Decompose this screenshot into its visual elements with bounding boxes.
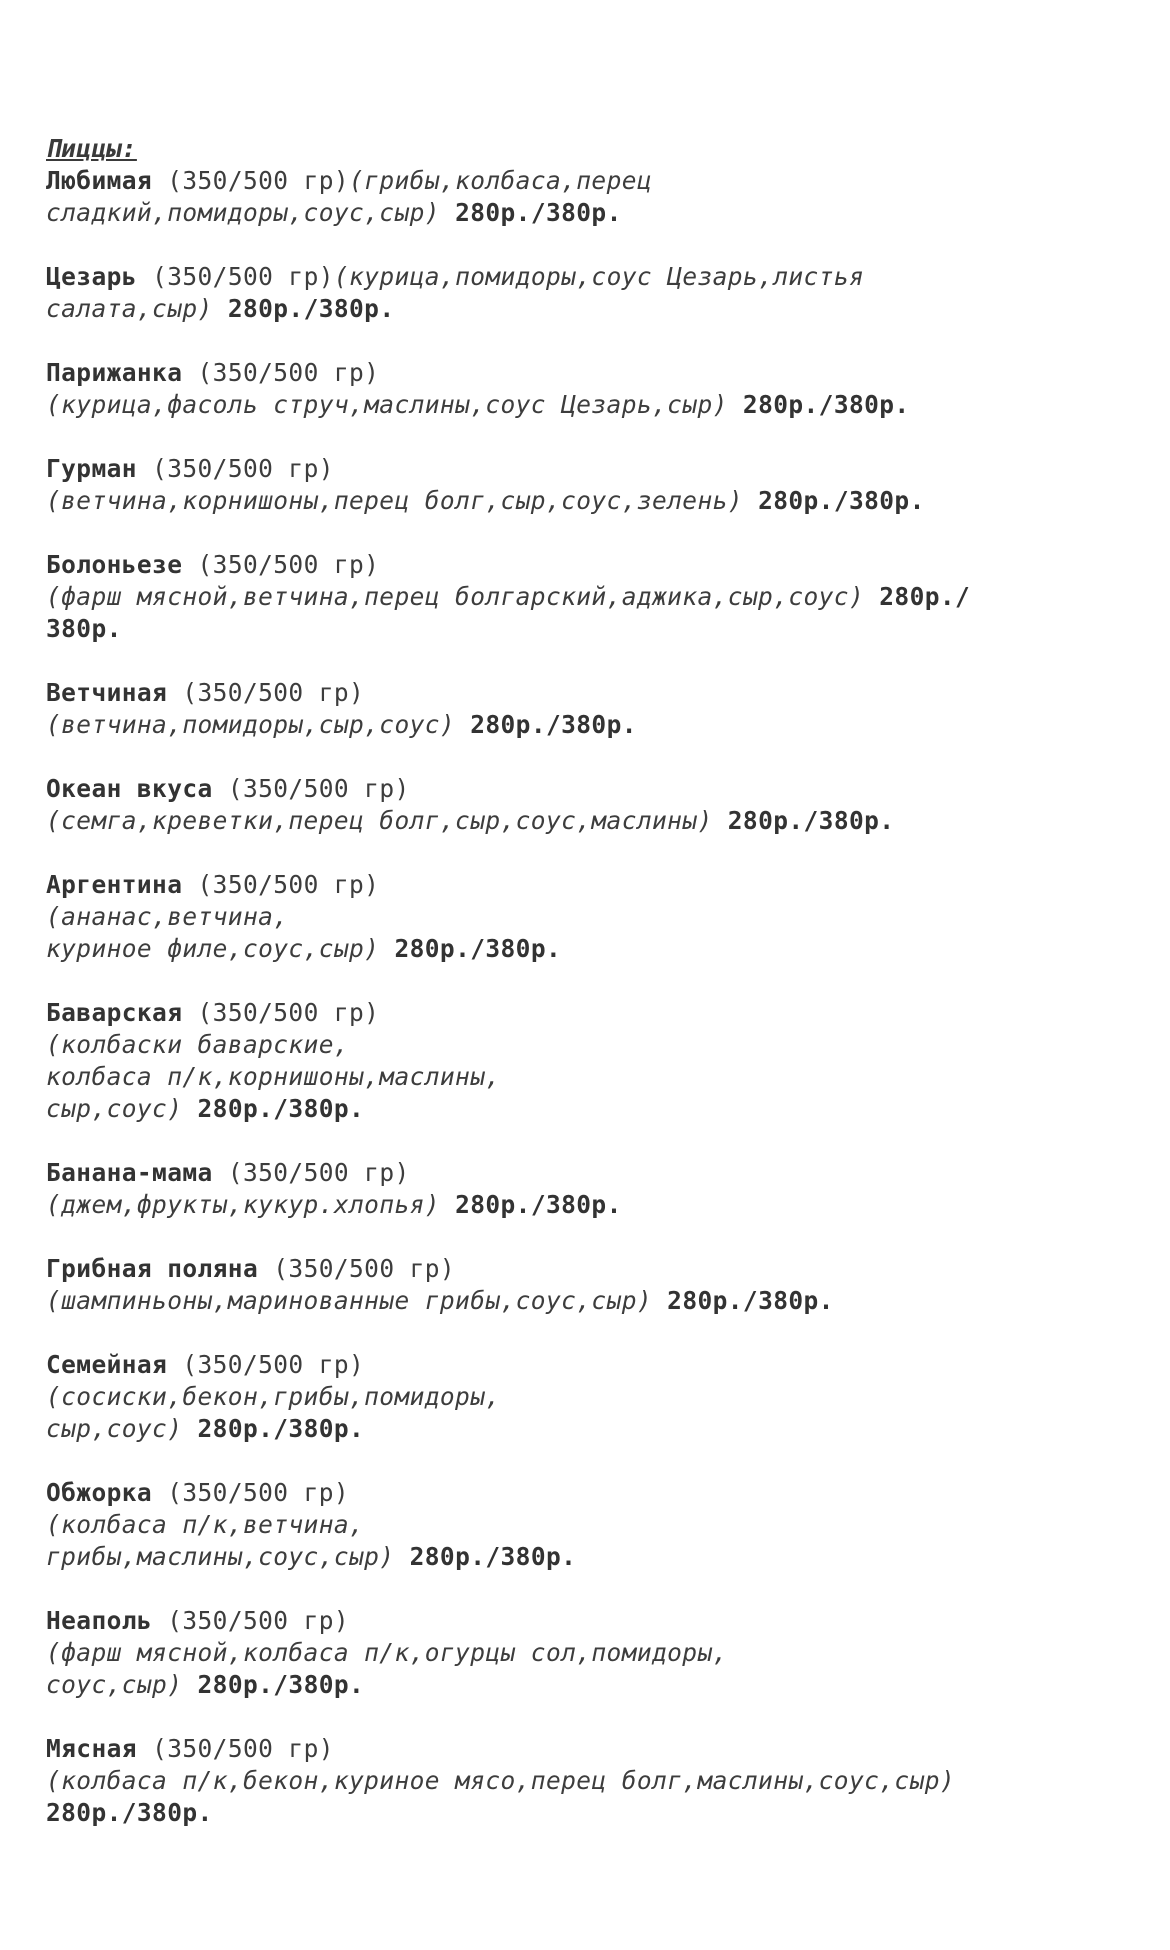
pizza-name: Семейная (46, 1350, 168, 1379)
menu-item (46, 1733, 1136, 1829)
pizza-ingredients: (ветчина,корнишоны,перец болг,сыр,соус,зелень) (46, 486, 743, 515)
pizza-price: 280р./380р. (727, 806, 895, 835)
pizza-weight: (350/500 гр) (197, 998, 380, 1027)
pizza-ingredients: (грибы,колбаса,перец (349, 166, 653, 195)
pizza-ingredients: куриное филе,соус,сыр) (46, 934, 380, 963)
menu-item (46, 1349, 1136, 1445)
pizza-price: 280р./380р. (394, 934, 562, 963)
pizza-name: Гурман (46, 454, 137, 483)
pizza-price: 280р./380р. (455, 198, 622, 227)
pizza-name: Баварская (46, 998, 183, 1027)
pizza-weight: (350/500 гр) (227, 774, 410, 803)
pizza-ingredients: сыр,соус) (46, 1414, 183, 1443)
pizza-price: 280р./380р. (46, 1798, 213, 1827)
pizza-price: 280р./380р. (758, 486, 925, 515)
pizza-price: 280р./380р. (455, 1190, 622, 1219)
pizza-price: 280р./ 380р. (46, 582, 971, 643)
menu-item (46, 261, 1136, 325)
pizza-ingredients: (ветчина,помидоры,сыр,соус) (46, 710, 456, 739)
pizza-weight: (350/500 гр) (197, 550, 380, 579)
pizza-weight: (350/500 гр) (273, 1254, 456, 1283)
pizza-name: Океан вкуса (46, 774, 213, 803)
menu-item (46, 997, 1136, 1125)
pizza-name: Грибная поляна (46, 1254, 259, 1283)
menu-item (46, 549, 1136, 645)
section-title: Пиццы: (46, 134, 137, 163)
pizza-ingredients: (колбаса п/к,бекон,куриное мясо,перец болг,маслины,соус,сыр) (46, 1766, 956, 1795)
pizza-weight: (350/500 гр) (152, 454, 334, 483)
pizza-ingredients: соус,сыр) (46, 1670, 183, 1699)
menu-item (46, 1605, 1136, 1701)
menu-items-list (46, 165, 1136, 1829)
pizza-weight: (350/500 гр) (167, 1478, 350, 1507)
pizza-name: Цезарь (46, 262, 137, 291)
pizza-name: Аргентина (46, 870, 183, 899)
pizza-ingredients: (джем,фрукты,кукур.хлопья) (46, 1190, 440, 1219)
pizza-ingredients: (шампиньоны,маринованные грибы,соус,сыр) (46, 1286, 653, 1315)
pizza-name: Банана-мама (46, 1158, 213, 1187)
pizza-weight: (350/500 гр) (182, 1350, 365, 1379)
pizza-price: 280р./380р. (197, 1414, 365, 1443)
pizza-weight: (350/500 гр) (182, 678, 365, 707)
pizza-ingredients: (сосиски,бекон,грибы,помидоры, (46, 1382, 501, 1411)
pizza-price: 280р./380р. (197, 1670, 365, 1699)
pizza-weight: (350/500 гр) (197, 870, 380, 899)
pizza-name: Ветчиная (46, 678, 168, 707)
menu-item (46, 453, 1136, 517)
pizza-ingredients: сыр,соус) (46, 1094, 183, 1123)
pizza-ingredients: грибы,маслины,соус,сыр) (46, 1542, 395, 1571)
pizza-ingredients: (колбаски баварские, (46, 1030, 350, 1059)
pizza-menu (46, 133, 1136, 1861)
pizza-ingredients: (ананас,ветчина, (46, 902, 289, 931)
pizza-weight: (350/500 гр) (227, 1158, 410, 1187)
pizza-weight: (350/500 гр) (152, 1734, 334, 1763)
menu-item (46, 1157, 1136, 1221)
menu-item (46, 1477, 1136, 1573)
pizza-name: Мясная (46, 1734, 137, 1763)
menu-item (46, 165, 1136, 229)
pizza-weight: (350/500 гр) (167, 1606, 350, 1635)
pizza-ingredients: колбаса п/к,корнишоны,маслины, (46, 1062, 501, 1091)
menu-item (46, 357, 1136, 421)
pizza-weight: (350/500 гр) (197, 358, 380, 387)
pizza-ingredients: (фарш мясной,ветчина,перец болгарский,аджика,сыр,соус) (46, 582, 865, 611)
pizza-price: 280р./380р. (742, 390, 910, 419)
pizza-ingredients: сладкий,помидоры,соус,сыр) (46, 198, 440, 227)
pizza-name: Парижанка (46, 358, 183, 387)
pizza-ingredients: (фарш мясной,колбаса п/к,огурцы сол,помидоры, (46, 1638, 728, 1667)
pizza-price: 280р./380р. (667, 1286, 834, 1315)
menu-item (46, 677, 1136, 741)
pizza-price: 280р./380р. (227, 294, 395, 323)
pizza-name: Болоньезе (46, 550, 183, 579)
menu-item (46, 869, 1136, 965)
pizza-ingredients: (курица,фасоль струч,маслины,соус Цезарь,сыр) (46, 390, 728, 419)
pizza-name: Любимая (46, 166, 153, 195)
pizza-price: 280р./380р. (470, 710, 637, 739)
pizza-weight: (350/500 гр) (152, 262, 334, 291)
pizza-name: Обжорка (46, 1478, 153, 1507)
pizza-price: 280р./380р. (409, 1542, 577, 1571)
pizza-ingredients: (семга,креветки,перец болг,сыр,соус,маслины) (46, 806, 713, 835)
menu-item (46, 773, 1136, 837)
pizza-ingredients: (колбаса п/к,ветчина, (46, 1510, 365, 1539)
pizza-ingredients: салата,сыр) (46, 294, 213, 323)
menu-item (46, 1253, 1136, 1317)
pizza-ingredients: (курица,помидоры,соус Цезарь,листья (333, 262, 865, 291)
pizza-weight: (350/500 гр) (167, 166, 350, 195)
pizza-name: Неаполь (46, 1606, 153, 1635)
pizza-price: 280р./380р. (197, 1094, 365, 1123)
